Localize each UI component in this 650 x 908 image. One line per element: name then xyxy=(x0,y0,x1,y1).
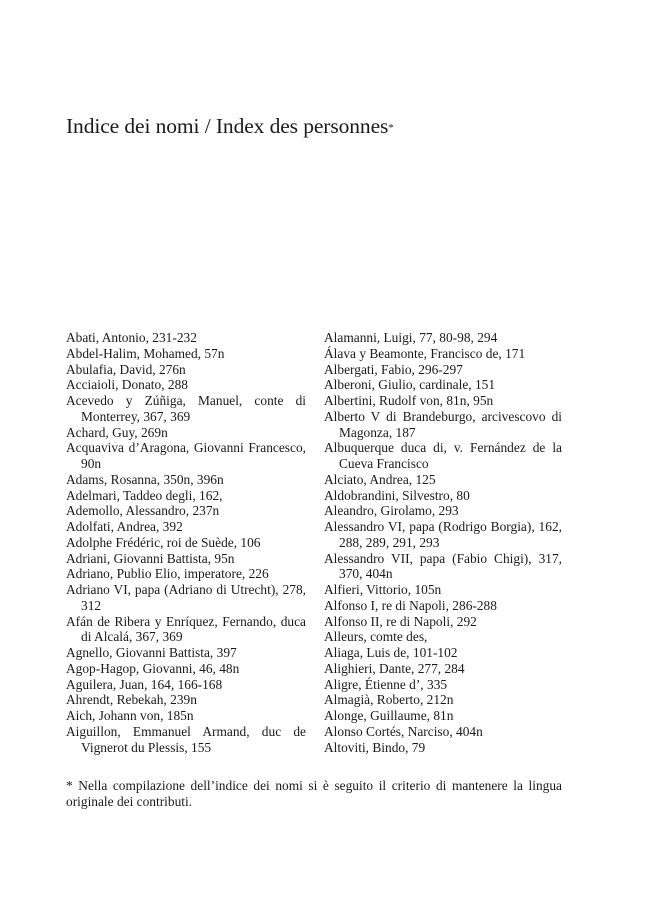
index-entry: Aleandro, Girolamo, 293 xyxy=(324,503,459,519)
index-entry: Alessandro VII, papa (Fabio Chigi), 317, 370, 404n xyxy=(324,550,562,582)
index-entry: Adams, Rosanna, 350n, 396n xyxy=(66,471,224,487)
index-entry: Alberto V di Brandeburgo, arcivescovo di Magonza, 187 xyxy=(324,408,562,440)
index-entry: Acciaioli, Donato, 288 xyxy=(66,377,188,393)
index-entry: Alciato, Andrea, 125 xyxy=(324,471,436,487)
index-entry: Almagià, Roberto, 212n xyxy=(324,692,454,708)
index-entry: Alonge, Guillaume, 81n xyxy=(324,708,454,723)
index-entry: Alleurs, comte des, xyxy=(324,629,428,645)
index-entry: Ademollo, Alessandro, 237n xyxy=(66,503,220,519)
index-entry: Ahrendt, Rebekah, 239n xyxy=(66,692,197,708)
index-entry: Alberoni, Giulio, cardinale, 151 xyxy=(324,377,496,393)
index-column-left xyxy=(66,330,306,755)
index-entry: Aligre, Étienne d’, 335 xyxy=(324,676,448,692)
index-entry: Adelmari, Taddeo degli, 162, xyxy=(66,487,223,503)
index-entry: Abati, Antonio, 231-232 xyxy=(66,330,197,345)
index-entry: Aldobrandini, Silvestro, 80 xyxy=(324,487,470,503)
index-entry: Agop-Hagop, Giovanni, 46, 48n xyxy=(66,660,240,676)
index-entry: Aiguillon, Emmanuel Armand, duc de Vignerot du Plessis, 155 xyxy=(66,723,306,755)
index-entry: Altoviti, Bindo, 79 xyxy=(324,739,426,755)
index-entry: Acevedo y Zúñiga, Manuel, conte di Monterrey, 367, 369 xyxy=(66,393,306,424)
title-footnote-mark: * xyxy=(388,122,394,134)
index-entry: Acquaviva d’Aragona, Giovanni Francesco, 90n xyxy=(66,440,306,471)
index-entry: Alamanni, Luigi, 77, 80-98, 294 xyxy=(324,330,498,345)
index-entry: Albertini, Rudolf von, 81n, 95n xyxy=(324,393,494,408)
page-title xyxy=(66,112,394,140)
index-entry: Adriano VI, papa (Adriano di Utrecht), 278, 312 xyxy=(66,582,306,613)
index-entry: Adolfati, Andrea, 392 xyxy=(66,519,183,534)
index-column-right xyxy=(324,330,562,755)
index-entry: Albergati, Fabio, 296-297 xyxy=(324,361,463,377)
footnote: * Nella compilazione dell’indice dei nomi si è seguito il criterio di mantenere la lingua originale dei contributi. xyxy=(66,778,562,809)
index-entry: Agnello, Giovanni Battista, 397 xyxy=(66,645,237,660)
index-entry: Aguilera, Juan, 164, 166-168 xyxy=(66,676,223,692)
index-entry: Aich, Johann von, 185n xyxy=(66,708,194,723)
index-entry: Alonso Cortés, Narciso, 404n xyxy=(324,723,483,739)
index-entry: Afán de Ribera y Enríquez, Fernando, duca di Alcalá, 367, 369 xyxy=(66,613,306,645)
index-entry: Aliaga, Luis de, 101-102 xyxy=(324,645,458,660)
index-entry: Álava y Beamonte, Francisco de, 171 xyxy=(324,345,526,361)
index-entry: Abulafia, David, 276n xyxy=(66,361,186,377)
index-entry: Alfonso II, re di Napoli, 292 xyxy=(324,613,477,629)
index-entry: Alfonso I, re di Napoli, 286-288 xyxy=(324,597,497,613)
index-entry: Abdel-Halim, Mohamed, 57n xyxy=(66,345,225,361)
index-entry: Adriano, Publio Elio, imperatore, 226 xyxy=(66,566,269,582)
index-entry: Alfieri, Vittorio, 105n xyxy=(324,582,442,597)
page-title-text: Indice dei nomi / Index des personnes xyxy=(66,114,389,138)
index-entry: Alighieri, Dante, 277, 284 xyxy=(324,660,465,676)
index-entry: Albuquerque duca di, v. Fernández de la Cueva Francisco xyxy=(324,440,562,471)
index-entry: Adolphe Frédéric, roi de Suède, 106 xyxy=(66,534,261,550)
index-entry: Adriani, Giovanni Battista, 95n xyxy=(66,550,235,566)
index-entry: Alessandro VI, papa (Rodrigo Borgia), 162, 288, 289, 291, 293 xyxy=(324,519,562,550)
index-entry: Achard, Guy, 269n xyxy=(66,424,168,440)
